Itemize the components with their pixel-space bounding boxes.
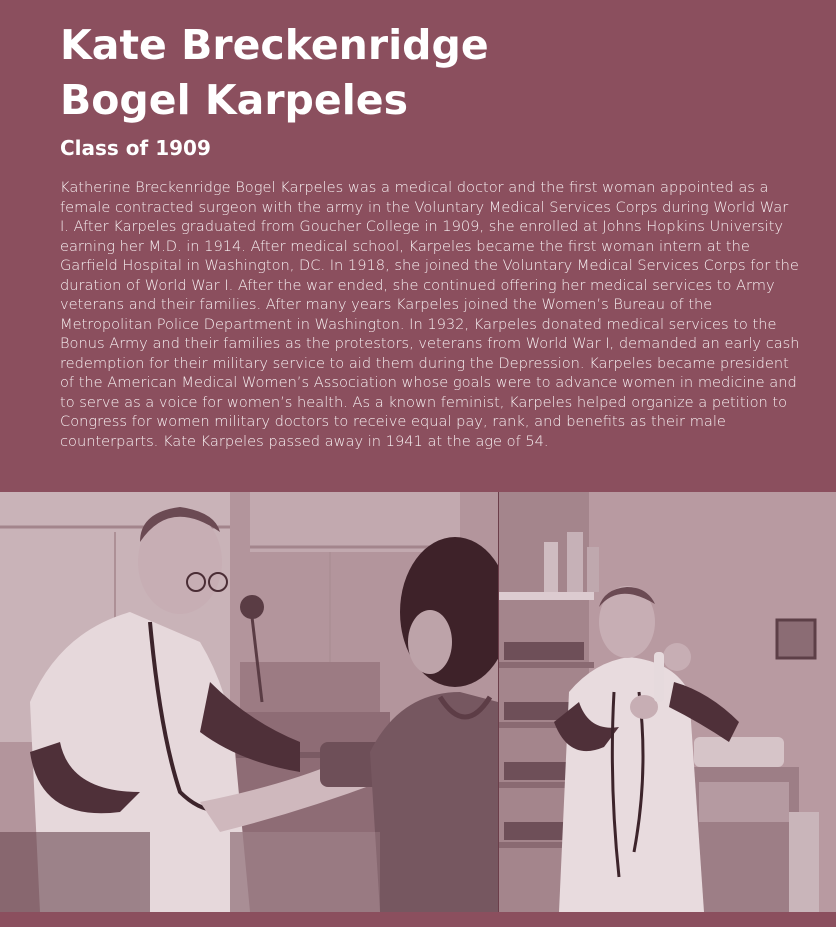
biography-paragraph: Katherine Breckenridge Bogel Karpeles was a medical doctor and the first woman appointed as a female contracted surgeon with the army in the Voluntary Medical Services Corps during World War I. After Karpeles graduated from Goucher College in 1909, she enrolled at Johns Hopkins University earning her M.D. in 1914. After medical school, Karpeles became the first woman intern at the Garfield Hospital in Washington, DC. In 1918, she joined the Voluntary Medical Services Corps for the duration of World War I. After the war ended, she continued offering her medical services to Army veterans and their families. After many years Karpeles joined the Women’s Bureau of the Metropolitan Police Department in Washington. In 1932, Karpeles donated medical services to the Bonus Army and their families as the protestors, veterans from World War I, demanded an early cash redemption for their military service to aid them during the Depression. Karpeles became president of the American Medical Women’s Association whose goals were to advance women in medicine and to serve as a voice for women’s health. As a known feminist, Karpeles helped organize a petition to Congress for women military doctors to receive equal pay, rank, and benefits as their male counterparts. Kate Karpeles passed away in 1941 at the age of 54. bbox=[60, 179, 800, 450]
title-line-1: Kate Breckenridge bbox=[60, 21, 489, 69]
page-title bbox=[60, 18, 800, 128]
photo-doctor-with-patient bbox=[0, 492, 498, 912]
title-line-2: Bogel Karpeles bbox=[60, 76, 408, 124]
photo-doctor-in-lab bbox=[499, 492, 836, 912]
photo-doctor-with-patient-image bbox=[0, 492, 498, 912]
class-year-subtitle: Class of 1909 bbox=[60, 136, 211, 160]
photo-strip bbox=[0, 492, 836, 912]
photo-doctor-in-lab-image bbox=[499, 492, 836, 912]
